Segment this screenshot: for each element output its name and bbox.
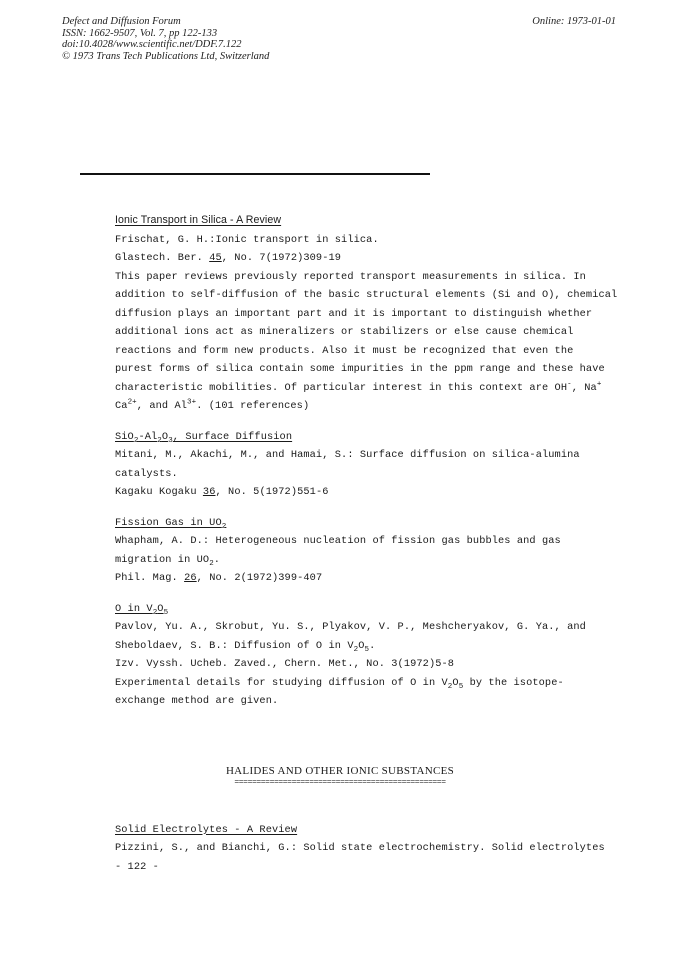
entry-title-solid-electrolytes: Solid Electrolytes - A Review xyxy=(115,823,298,836)
entry-citation: Phil. Mag. 26, No. 2(1972)399-407 xyxy=(115,572,323,584)
abstract-line: addition to self-diffusion of the basic structural elements (Si and O), chemical xyxy=(115,289,618,301)
abstract-line: characteristic mobilities. Of particular interest in this context are OH-, Na+ xyxy=(115,380,602,394)
section-heading: HALIDES AND OTHER IONIC SUBSTANCES xyxy=(225,764,455,777)
abstract-line: reactions and form new products. Also it must be recognized that even the xyxy=(115,344,574,357)
entry-authors: Sheboldaev, S. B.: Diffusion of O in $V_2O_5$. xyxy=(115,639,376,654)
abstract-line: Experimental details for studying diffusion of O in $V_2O_5$ by the isotope- xyxy=(115,676,564,691)
section-heading-underline: ================================================ xyxy=(234,778,446,787)
entry-authors: Frischat, G. H.:Ionic transport in silica. xyxy=(115,233,379,246)
entry-citation: Izv. Vyssh. Ucheb. Zaved., Chern. Met., No. 3(1972)5-8 xyxy=(115,658,455,670)
journal-name: Defect and Diffusion Forum xyxy=(62,16,181,27)
issn-line: ISSN: 1662-9507, Vol. 7, pp 122-133 xyxy=(62,27,218,39)
abstract-line: exchange method are given. xyxy=(115,695,279,707)
entry-authors: Pizzini, S., and Bianchi, G.: Solid state electrochemistry. Solid electrolytes xyxy=(115,842,605,854)
entry-authors: Whapham, A. D.: Heterogeneous nucleation of fission gas bubbles and gas xyxy=(115,535,561,547)
entry-title-o-in-v2o5: O in $V_2O_5$ xyxy=(115,602,169,617)
page-body xyxy=(115,211,618,876)
entry-authors: Mitani, M., Akachi, M., and Hamai, S.: Surface diffusion on silica-alumina xyxy=(115,449,580,461)
top-rule xyxy=(80,173,430,175)
abstract-line: diffusion plays an important part and it is important to distinguish whether xyxy=(115,307,593,320)
entry-title-fission-gas: Fission Gas in $UO_2$ xyxy=(115,516,227,531)
entry-title-surface-diffusion: $SiO_2-Al_2O_3$, Surface Diffusion xyxy=(115,430,293,445)
abstract-line: This paper reviews previously reported transport measurements in silica. In xyxy=(115,270,586,283)
entry-title-ionic-transport: Ionic Transport in Silica - A Review xyxy=(115,214,282,226)
entry-authors: catalysts. xyxy=(115,467,178,480)
entry-citation: Kagaku Kogaku 36, No. 5(1972)551-6 xyxy=(115,486,329,498)
online-date: Online: 1973-01-01 xyxy=(532,16,616,27)
abstract-line: purest forms of silica contain some impurities in the ppm range and these have xyxy=(115,363,605,375)
page-number: - 122 - xyxy=(115,860,159,873)
abstract-line: additional ions act as mineralizers or stabilizers or else cause chemical xyxy=(115,326,574,338)
entry-authors: migration in $UO_2$. xyxy=(115,553,221,568)
doi-line: doi:10.4028/www.scientific.net/DDF.7.122 xyxy=(62,39,242,50)
entry-citation: Glastech. Ber. 45, No. 7(1972)309-19 xyxy=(115,252,342,264)
entry-authors: Pavlov, Yu. A., Skrobut, Yu. S., Plyakov, V. P., Meshcheryakov, G. Ya., and xyxy=(115,621,586,633)
journal-header xyxy=(62,16,269,62)
copyright-line: © 1973 Trans Tech Publications Ltd, Switzerland xyxy=(62,50,270,62)
abstract-line: $Ca^{2+}$, and $Al^{3+}$. (101 references) xyxy=(115,398,310,412)
